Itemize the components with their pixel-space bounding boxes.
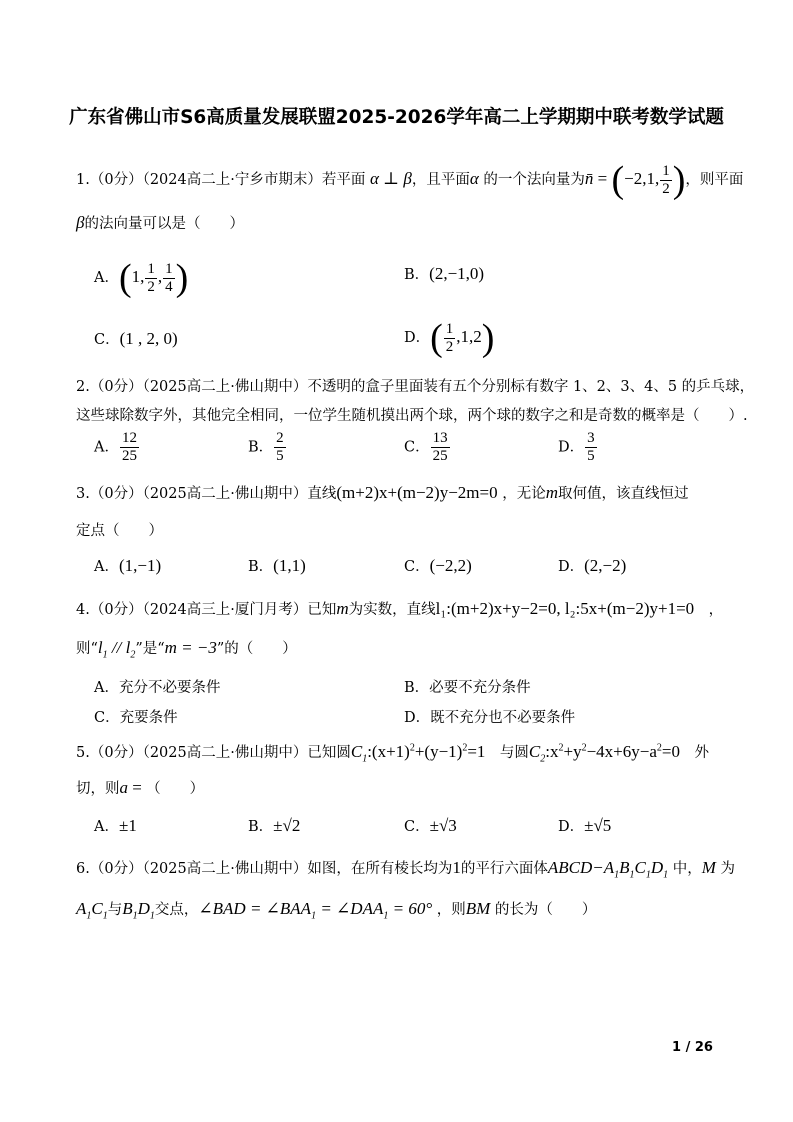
option-text: (1,−1) [118, 556, 162, 575]
question-text: 外 [694, 745, 709, 761]
question-text: ，则 [436, 902, 466, 918]
option-label: B． [248, 819, 274, 835]
question-1-line-2: β的法向量可以是（ ） [76, 213, 244, 232]
question-number: 3. [76, 486, 90, 502]
question-4-line-1: 4.（0分）（2024高三上·厦门月考）已知m为实数，直线l₁:(m+2)x+y−2=0, l₂:5x+(m−2)y+1=0 ， [76, 599, 724, 618]
question-text: （ ） [146, 781, 205, 797]
option-text: 充要条件 [119, 710, 178, 726]
option-label: D． [404, 330, 431, 346]
formula: (m+2)x+(m−2)y−2m=0 [336, 483, 498, 502]
option-label: C． [404, 559, 430, 575]
option-text: 必要不充分条件 [429, 680, 531, 696]
option-text: ±√5 [584, 816, 612, 835]
q4-option-d[interactable] [404, 706, 575, 727]
question-number: 5. [76, 745, 90, 761]
option-label: B． [404, 267, 430, 283]
option-text: ±√2 [273, 816, 301, 835]
question-text: ，无论 [502, 486, 546, 502]
page-number: 1 / 26 [672, 1040, 713, 1055]
question-text: 交点， [154, 902, 199, 918]
formula: l₁:(m+2)x+y−2=0, l₂:5x+(m−2)y+1=0 [435, 599, 695, 618]
fraction-denominator: 5 [587, 448, 595, 464]
option-label: D． [558, 819, 585, 835]
question-2-line-1 [76, 375, 754, 396]
question-6-line-2: $A_1C_1$与$B_1D_1$交点，∠BAD = $\angle BAA_1$ = $\angle DAA_1 = 60^\circ$ ，则BM 的长为（ ） [76, 899, 597, 922]
question-source: （2025高二上·佛山期中） [142, 486, 308, 502]
q5-option-c[interactable] [404, 815, 457, 836]
q2-option-d[interactable] [558, 430, 598, 465]
question-number: 1. [76, 172, 90, 188]
question-3-line-2 [76, 519, 163, 540]
question-number: 6. [76, 861, 90, 877]
question-number: 2. [76, 379, 90, 395]
question-source: （2024高三上·厦门月考） [142, 602, 308, 618]
q1-option-d[interactable]: D．( $\frac{1}{2}$ ,1,2) [404, 317, 495, 359]
q3-option-c[interactable] [404, 555, 472, 576]
fraction-numerator: 13 [432, 430, 448, 446]
question-score: （0分） [89, 379, 143, 395]
option-label: C． [94, 710, 120, 726]
fraction-numerator: 12 [121, 430, 137, 446]
question-text: ，则平面 [685, 172, 744, 188]
question-2-line-2 [76, 404, 748, 425]
q4-option-a[interactable] [94, 676, 220, 697]
question-text: 切，则 [76, 781, 120, 797]
q1-option-a[interactable]: A．(1, $\frac{1}{2}$ , $\frac{1}{4}$ ) [94, 257, 189, 299]
option-text: (1 , 2, 0) [119, 329, 178, 348]
question-score: （0分） [89, 745, 143, 761]
option-label: A． [94, 680, 119, 696]
option-label: A． [94, 559, 119, 575]
question-text: 若平面 [321, 172, 366, 188]
option-label: A． [94, 439, 119, 456]
question-source: （2024高二上·宁乡市期末） [142, 172, 322, 188]
option-text: 既不充分也不必要条件 [430, 710, 576, 726]
q2-option-b[interactable] [248, 430, 287, 465]
q2-option-a[interactable] [94, 430, 140, 465]
option-text: ±√3 [429, 816, 457, 835]
question-1-line-1: 1.（0分）（2024高二上·宁乡市期末）若平面 α ⊥ β，且平面α 的一个法向量为n̄ = (−2,1, $\frac{1}{2}$ )，则平面 [76, 159, 744, 201]
option-text: (1,1) [273, 556, 306, 575]
question-text: 为 [720, 861, 735, 877]
q5-option-d[interactable] [558, 815, 611, 836]
question-text: ”的（ ） [216, 641, 297, 657]
option-label: D． [558, 439, 585, 456]
fraction-denominator: 25 [432, 448, 448, 464]
q1-option-c[interactable] [94, 328, 178, 349]
fraction-numerator: 2 [276, 430, 284, 446]
option-text: (−2,2) [429, 556, 472, 575]
option-label: C． [404, 819, 430, 835]
question-number: 4. [76, 602, 90, 618]
question-text: 直线 [307, 486, 337, 502]
question-text: ， [708, 602, 724, 618]
question-text: 中， [672, 861, 702, 877]
question-text: 的长为（ ） [494, 902, 597, 918]
option-label: D． [558, 559, 585, 575]
page-title: 广东省佛山市S6高质量发展联盟2025-2026学年高二上学期期中联考数学试题 [69, 107, 724, 128]
question-5-line-1: 5.（0分）（2025高二上·佛山期中）已知圆$C_1:(x+1)^2+(y-1)^2=1$ 与圆$C_2:x^2+y^2-4x+6y-a^2=0$ 外 [76, 742, 709, 765]
q2-option-c[interactable] [404, 430, 451, 465]
question-text: 的法向量可以是（ ） [84, 216, 244, 232]
question-text: 已知 [307, 602, 337, 618]
fraction-numerator: 3 [587, 430, 595, 446]
question-score: （0分） [89, 486, 143, 502]
question-score: （0分） [89, 861, 143, 877]
q3-option-a[interactable] [94, 555, 161, 576]
question-text: 已知圆 [307, 745, 351, 761]
option-label: A． [94, 819, 119, 835]
question-text: 的平行六面体 [460, 861, 548, 877]
question-source: （2025高二上·佛山期中） [142, 861, 308, 877]
question-text: 这些球除数字外，其他完全相同，一位学生随机摸出两个球，两个球的数字之和是奇数的概率是（ ）. [76, 408, 748, 424]
question-text: 的一个法向量为 [483, 172, 585, 188]
question-text: ”是“ [135, 641, 165, 657]
option-text: (2,−1,0) [429, 264, 485, 283]
q5-option-a[interactable] [94, 815, 137, 836]
option-label: D． [404, 710, 431, 726]
q3-option-b[interactable] [248, 555, 306, 576]
question-text: 定点（ ） [76, 523, 163, 539]
question-text: 取何值，该直线恒过 [558, 486, 689, 502]
fraction-denominator: 5 [276, 448, 284, 464]
question-text: 不透明的盒子里面装有五个分别标有数字 1、2、3、4、5 的乒乓球， [307, 379, 755, 395]
question-text: 如图，在所有棱长均为 [307, 861, 453, 877]
question-score: （0分） [89, 602, 143, 618]
option-text: ±1 [118, 816, 137, 835]
option-label: B． [248, 559, 274, 575]
question-4-line-2: 则“$l_1 // l_2$”是“m = −3”的（ ） [76, 638, 297, 661]
q1-option-b[interactable] [404, 263, 484, 284]
question-3-line-1: 3.（0分）（2025高二上·佛山期中）直线(m+2)x+(m−2)y−2m=0 ，无论m取何值，该直线恒过 [76, 483, 689, 502]
question-5-line-2: 切，则a = （ ） [76, 778, 205, 797]
option-label: B． [248, 439, 274, 456]
option-text: 充分不必要条件 [118, 680, 221, 696]
option-text: (2,−2) [584, 556, 627, 575]
fraction-denominator: 25 [121, 448, 137, 464]
question-source: （2025高二上·佛山期中） [142, 379, 308, 395]
question-text: 则“ [76, 641, 98, 657]
option-label: C． [94, 332, 120, 348]
option-label: C． [404, 439, 430, 456]
question-text: 为实数，直线 [348, 602, 436, 618]
option-label: B． [404, 680, 430, 696]
q4-option-c[interactable] [94, 706, 178, 727]
question-score: （0分） [89, 172, 143, 188]
option-label: A． [94, 270, 119, 286]
q4-option-b[interactable] [404, 676, 531, 697]
question-source: （2025高二上·佛山期中） [142, 745, 308, 761]
question-text: ，且平面 [411, 172, 470, 188]
question-text: 与圆 [499, 745, 529, 761]
q5-option-b[interactable] [248, 815, 300, 836]
question-6-line-1: 6.（0分）（2025高二上·佛山期中）如图，在所有棱长均为1的平行六面体$ABCD-A_1B_1C_1D_1$ 中，M 为 [76, 858, 735, 881]
q3-option-d[interactable] [558, 555, 626, 576]
question-text: 与 [107, 902, 123, 918]
